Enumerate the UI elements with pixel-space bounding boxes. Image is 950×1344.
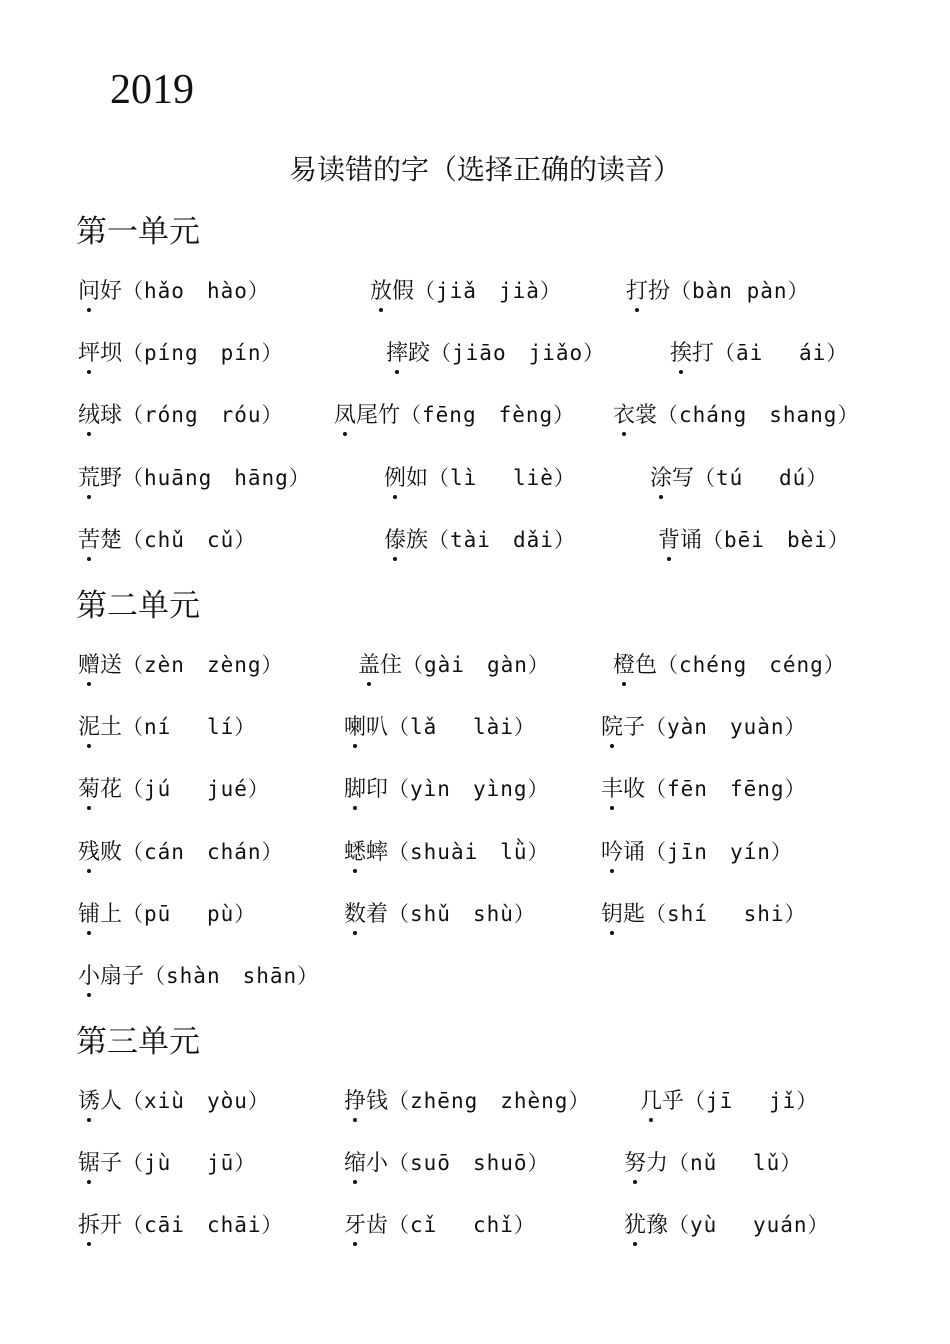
pinyin-choices: （yù yuán） — [668, 1213, 830, 1238]
vocab-entry — [78, 1146, 256, 1181]
vocab-word: 泥土 — [78, 715, 123, 741]
vocab-entry — [370, 274, 562, 309]
emphasis-dot — [353, 1242, 357, 1246]
emphasis-dot — [87, 1180, 91, 1184]
vocab-word: 丰收 — [601, 777, 646, 803]
vocab-entry — [78, 523, 256, 558]
emphasis-dot — [87, 744, 91, 748]
pinyin-choices: （āi ái） — [714, 341, 849, 366]
vocab-word: 吟诵 — [601, 839, 646, 865]
unit-heading: 第一单元 — [76, 214, 200, 250]
vocab-word: 蟋蟀 — [344, 839, 389, 865]
emphasis-dot — [622, 432, 626, 436]
vocab-entry — [601, 835, 793, 870]
pinyin-choices: （lì liè） — [428, 465, 576, 490]
vocab-entry — [344, 897, 536, 932]
vocab-word: 荒野 — [78, 465, 123, 491]
vocab-row — [78, 1208, 938, 1244]
pinyin-choices: （chǔ cǔ） — [122, 527, 257, 552]
pinyin-choices: （yàn yuàn） — [645, 715, 807, 740]
vocab-word: 背诵 — [658, 527, 703, 553]
pinyin-choices: （lǎ lài） — [388, 715, 536, 740]
vocab-word: 锯子 — [78, 1151, 123, 1177]
vocab-word: 牙齿 — [344, 1213, 389, 1239]
vocab-entry — [601, 897, 807, 932]
pinyin-choices: （tài dǎi） — [428, 527, 576, 552]
vocab-entry — [344, 1084, 590, 1119]
vocab-word: 残败 — [78, 839, 123, 865]
pinyin-choices: （zèn zèng） — [122, 653, 284, 677]
vocab-entry — [613, 648, 846, 683]
emphasis-dot — [659, 495, 663, 499]
vocab-word: 打扮 — [626, 279, 671, 304]
pinyin-choices: （bàn pàn） — [670, 279, 810, 303]
emphasis-dot — [343, 432, 347, 436]
vocab-word: 绒球 — [78, 403, 123, 429]
emphasis-dot — [393, 557, 397, 561]
vocab-word: 拆开 — [78, 1213, 123, 1239]
vocab-entry — [613, 398, 859, 433]
emphasis-dot — [87, 557, 91, 561]
emphasis-dot — [87, 1242, 91, 1246]
pinyin-choices: （gài gàn） — [402, 653, 550, 677]
emphasis-dot — [633, 1242, 637, 1246]
emphasis-dot — [667, 557, 671, 561]
vocab-word: 衣裳 — [613, 403, 658, 429]
pinyin-choices: （suō shuō） — [388, 1151, 550, 1176]
vocab-entry — [78, 648, 284, 683]
pinyin-choices: （shàn shān） — [144, 964, 320, 988]
vocab-word: 傣族 — [384, 527, 429, 553]
pinyin-choices: （jù jū） — [122, 1151, 257, 1176]
pinyin-choices: （bēi bèi） — [702, 527, 850, 552]
vocab-entry — [78, 835, 284, 870]
emphasis-dot — [87, 495, 91, 499]
vocab-row — [78, 959, 938, 995]
vocab-word: 橙色 — [613, 653, 658, 678]
vocab-entry — [658, 523, 850, 558]
emphasis-dot — [87, 432, 91, 436]
vocab-entry — [624, 1208, 830, 1243]
vocab-word: 例如 — [384, 465, 429, 491]
vocab-row — [78, 523, 938, 559]
emphasis-dot — [353, 744, 357, 748]
vocab-word: 缩小 — [344, 1151, 389, 1177]
vocab-word: 摔跤 — [386, 341, 431, 367]
vocab-entry — [78, 1084, 270, 1119]
pinyin-choices: （fēn fēng） — [645, 777, 807, 802]
vocab-word: 钥匙 — [601, 901, 646, 927]
vocab-row — [78, 710, 938, 746]
emphasis-dot — [649, 1118, 653, 1122]
vocab-word: 犹豫 — [624, 1213, 669, 1239]
vocab-entry — [384, 461, 576, 496]
vocab-word: 菊花 — [78, 777, 123, 803]
vocab-entry — [358, 648, 550, 683]
vocab-row — [78, 461, 938, 497]
vocab-word: 凤尾竹 — [334, 403, 401, 429]
vocab-entry — [78, 710, 256, 745]
vocab-row — [78, 772, 938, 808]
vocab-word: 脚印 — [344, 777, 389, 803]
pinyin-choices: （yìn yìng） — [388, 777, 550, 802]
pinyin-choices: （jī jǐ） — [684, 1089, 819, 1113]
emphasis-dot — [87, 993, 91, 997]
emphasis-dot — [87, 806, 91, 810]
emphasis-dot — [87, 931, 91, 935]
vocab-word: 坪坝 — [78, 341, 123, 367]
emphasis-dot — [87, 869, 91, 873]
vocab-entry — [344, 1208, 536, 1243]
emphasis-dot — [353, 931, 357, 935]
emphasis-dot — [610, 931, 614, 935]
vocab-word: 努力 — [624, 1151, 669, 1177]
pinyin-choices: （jú jué） — [122, 777, 270, 802]
emphasis-dot — [353, 806, 357, 810]
pinyin-choices: （zhēng zhèng） — [388, 1089, 591, 1113]
vocab-row — [78, 1084, 938, 1120]
emphasis-dot — [353, 1180, 357, 1184]
year-label: 2019 — [110, 67, 194, 113]
emphasis-dot — [610, 806, 614, 810]
emphasis-dot — [633, 1180, 637, 1184]
vocab-entry — [626, 274, 810, 309]
pinyin-choices: （chéng céng） — [657, 653, 846, 677]
vocab-entry — [601, 772, 807, 807]
vocab-entry — [78, 1208, 284, 1243]
pinyin-choices: （píng pín） — [122, 341, 284, 366]
pinyin-choices: （fēng fèng） — [400, 403, 576, 428]
emphasis-dot — [367, 682, 371, 686]
unit-heading: 第三单元 — [76, 1024, 200, 1060]
vocab-row — [78, 336, 938, 372]
pinyin-choices: （róng róu） — [122, 403, 284, 428]
vocab-entry — [344, 710, 536, 745]
pinyin-choices: （xiù yòu） — [122, 1089, 270, 1113]
vocab-row — [78, 1146, 938, 1182]
pinyin-choices: （jiǎ jià） — [414, 279, 562, 303]
vocab-word: 院子 — [601, 715, 646, 741]
vocab-row — [78, 648, 938, 684]
pinyin-choices: （shuài lǜ） — [388, 839, 550, 864]
pinyin-choices: （cǐ chǐ） — [388, 1213, 536, 1238]
emphasis-dot — [395, 370, 399, 374]
emphasis-dot — [353, 1118, 357, 1122]
page-title: 易读错的字（选择正确的读音） — [288, 153, 681, 186]
vocab-word: 苦楚 — [78, 527, 123, 553]
vocab-entry — [78, 897, 256, 932]
vocab-word: 挣钱 — [344, 1089, 389, 1114]
vocab-entry — [640, 1084, 818, 1119]
emphasis-dot — [379, 308, 383, 312]
vocab-row — [78, 398, 938, 434]
pinyin-choices: （ní lí） — [122, 715, 257, 740]
pinyin-choices: （huāng hāng） — [122, 465, 311, 490]
vocab-entry — [670, 336, 848, 371]
vocab-entry — [624, 1146, 802, 1181]
vocab-word: 放假 — [370, 279, 415, 304]
vocab-row — [78, 897, 938, 933]
vocab-word: 铺上 — [78, 901, 123, 927]
pinyin-choices: （cán chán） — [122, 839, 284, 864]
unit-heading: 第二单元 — [76, 588, 200, 624]
vocab-entry — [344, 772, 550, 807]
emphasis-dot — [679, 370, 683, 374]
emphasis-dot — [622, 682, 626, 686]
vocab-word: 诱人 — [78, 1089, 123, 1114]
pinyin-choices: （jiāo jiǎo） — [430, 341, 606, 366]
vocab-entry — [78, 772, 270, 807]
vocab-row — [78, 835, 938, 871]
vocab-row — [78, 274, 938, 310]
vocab-entry — [344, 835, 550, 870]
pinyin-choices: （pū pù） — [122, 901, 257, 926]
vocab-entry — [78, 461, 311, 496]
vocab-word: 几乎 — [640, 1089, 685, 1114]
emphasis-dot — [87, 370, 91, 374]
pinyin-choices: （tú dú） — [694, 465, 829, 490]
pinyin-choices: （nǔ lǔ） — [668, 1151, 803, 1176]
vocab-entry — [386, 336, 605, 371]
vocab-word: 问好 — [78, 279, 123, 304]
vocab-entry — [650, 461, 828, 496]
vocab-entry — [78, 274, 270, 309]
vocab-word: 挨打 — [670, 341, 715, 367]
pinyin-choices: （shí shi） — [645, 901, 807, 926]
vocab-entry — [78, 336, 284, 371]
vocab-entry — [334, 398, 575, 433]
vocab-word: 赠送 — [78, 653, 123, 678]
emphasis-dot — [393, 495, 397, 499]
emphasis-dot — [87, 682, 91, 686]
pinyin-choices: （jīn yín） — [645, 839, 793, 864]
vocab-word: 喇叭 — [344, 715, 389, 741]
vocab-entry — [601, 710, 807, 745]
vocab-word: 涂写 — [650, 465, 695, 491]
vocab-entry — [78, 959, 319, 994]
emphasis-dot — [610, 744, 614, 748]
vocab-entry — [344, 1146, 550, 1181]
emphasis-dot — [635, 308, 639, 312]
emphasis-dot — [353, 869, 357, 873]
vocab-entry — [384, 523, 576, 558]
pinyin-choices: （cháng shang） — [657, 403, 860, 428]
vocab-word: 数着 — [344, 901, 389, 927]
emphasis-dot — [610, 869, 614, 873]
pinyin-choices: （shǔ shù） — [388, 901, 536, 926]
emphasis-dot — [87, 1118, 91, 1122]
pinyin-choices: （hǎo hào） — [122, 279, 270, 303]
emphasis-dot — [87, 308, 91, 312]
vocab-word: 小扇子 — [78, 964, 145, 989]
pinyin-choices: （cāi chāi） — [122, 1213, 284, 1238]
vocab-entry — [78, 398, 284, 433]
vocab-word: 盖住 — [358, 653, 403, 678]
